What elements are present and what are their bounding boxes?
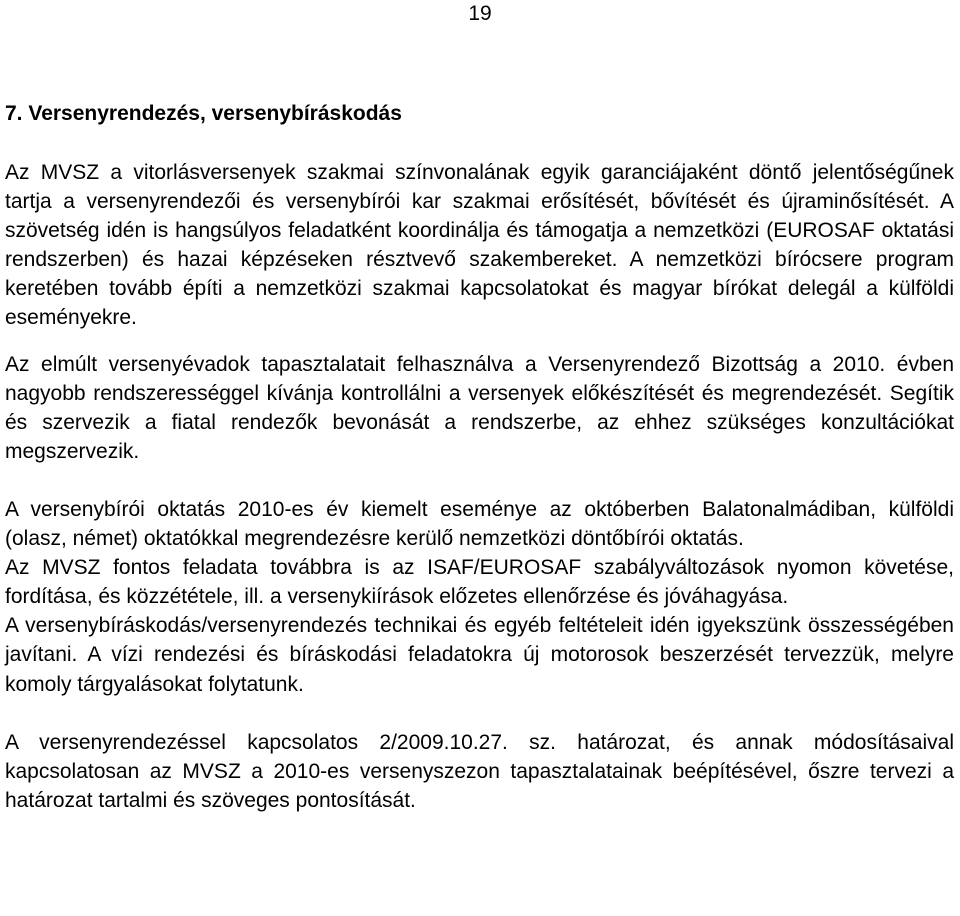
page-content xyxy=(5,100,954,815)
paragraph-intro: Az MVSZ a vitorlásversenyek szakmai színvonalának egyik garanciájaként döntő jelentőségűnek tartja a versenyrendezői és versenybírói kar szakmai erősítését, bővítését és újraminősítését. A szövetség idén is hangsúlyos feladatként koordinálja és támogatja a nemzetközi (EUROSAF oktatási rendszerben) és hazai képzéseken résztvevő szakembereket. A nemzetközi bírócsere program keretében tovább építi a nemzetközi szakmai kapcsolatokat és magyar bírókat delegál a külföldi eseményekre. xyxy=(5,161,954,330)
section-heading: 7. Versenyrendezés, versenybíráskodás xyxy=(5,102,402,125)
page-number: 19 xyxy=(468,2,492,25)
paragraph-training: A versenybírói oktatás 2010-es év kiemelt eseménye az októberben Balatonalmádiban, külföldi (olasz, német) oktatókkal megrendezésre kerülő nemzetközi döntőbírói oktatás. xyxy=(5,497,954,551)
paragraph-committee: Az elmúlt versenyévadok tapasztalatait felhasználva a Versenyrendező Bizottság a 2010. évben nagyobb rendszerességgel kívánja kontrollálni a versenyek előkészítését és megrendezését. Segítik és szervezik a fiatal rendezők bevonását a rendszerbe, az ehhez szükséges konzultációkat megszervezik. xyxy=(5,352,954,463)
paragraph-resolution: A versenyrendezéssel kapcsolatos 2/2009.10.27. sz. határozat, és annak módosításaival kapcsolatosan az MVSZ a 2010-es versenyszezon tapasztalatainak beépítésével, őszre tervezi a határozat tartalmi és szöveges pontosítását. xyxy=(5,730,954,812)
paragraph-technical: A versenybíráskodás/versenyrendezés technikai és egyéb feltételeit idén igyekszünk összességében javítani. A vízi rendezési és bíráskodási feladatokra új motorosok beszerzését tervezzük, melyre komoly tárgyalásokat folytatunk. xyxy=(5,614,954,696)
paragraph-rules: Az MVSZ fontos feladata továbbra is az ISAF/EUROSAF szabályváltozások nyomon követése, fordítása, és közzététele, ill. a versenykiírások előzetes ellenőrzése és jóváhagyása. xyxy=(5,556,954,609)
